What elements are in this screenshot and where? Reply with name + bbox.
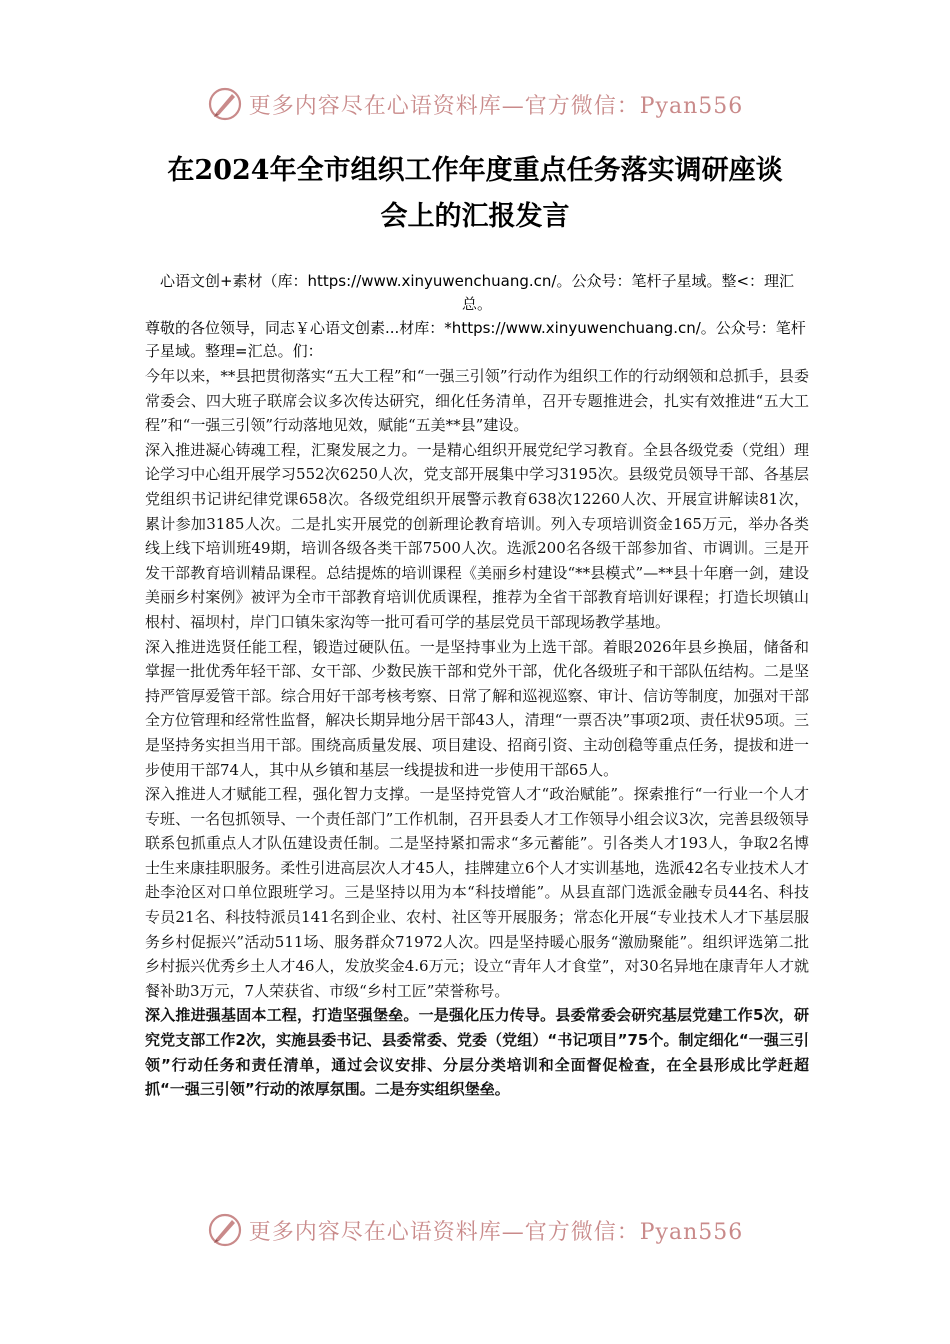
banner-text: 更多内容尽在心语资料库—官方微信：Pyan556 xyxy=(248,93,744,119)
paragraph-intro: 今年以来，**县把贯彻落实“五大工程”和“一强三引领”行动作为组织工作的行动纲领和总抓手，县委常委会、四大班子联席会议多次传达研究，细化任务清单，召开专题推进会，扎实有效推进“五大工程”和“一强三引领”行动落地见效，赋能“五美**县”建设。 xyxy=(145,367,809,435)
title-line-2: 会上的汇报发言 xyxy=(380,201,570,232)
greeting: 尊敬的各位领导，同志￥心语文创素...材库：*https://www.xinyuwenchuang.cn/。公众号：笔杆子星域。整理=汇总。们： xyxy=(145,319,806,360)
header-watermark-banner xyxy=(0,82,950,126)
pen-circle-logo-icon xyxy=(207,1212,243,1248)
pen-circle-logo-icon xyxy=(207,86,243,122)
banner-text: 更多内容尽在心语资料库—官方微信：Pyan556 xyxy=(248,1219,744,1245)
paragraph-qiangji: 深入推进强基固本工程，打造坚强堡垒。一是强化压力传导。县委常委会研究基层党建工作5次，研究党支部工作2次，实施县委书记、县委常委、党委（党组）“书记项目”75个。制定细化“一强三引领”行动任务和责任清单，通过会议安排、分层分类培训和全面督促检查，在全县形成比学赶超抓“一强三引领”行动的浓厚氛围。二是夯实组织堡垒。 xyxy=(145,1006,809,1099)
title-line-1: 在2024年全市组织工作年度重点任务落实调研座谈 xyxy=(167,155,783,186)
document-body xyxy=(145,270,809,1102)
paragraph-ningxin: 深入推进凝心铸魂工程，汇聚发展之力。一是精心组织开展党纪学习教育。全县各级党委（党组）理论学习中心组开展学习552次6250人次，党支部开展集中学习3195次。县级党员领导干部、各基层党组织书记讲纪律党课658次。各级党组织开展警示教育638次12260人次、开展宣讲解读81次，累计参加3185人次。二是扎实开展党的创新理论教育培训。列入专项培训资金165万元，举办各类线上线下培训班49期，培训各级各类干部7500人次。选派200名各级干部参加省、市调训。三是开发干部教育培训精品课程。总结提炼的培训课程《美丽乡村建设“**县模式”—**县十年磨一剑，建设美丽乡村案例》被评为全市干部教育培训优质课程，推荐为全省干部教育培训好课程；打造长坝镇山根村、福坝村，岸门口镇朱家沟等一批可看可学的基层党员干部现场教学基地。 xyxy=(145,440,809,631)
footer-watermark-banner xyxy=(0,1208,950,1252)
paragraph-rencai: 深入推进人才赋能工程，强化智力支撑。一是坚持党管人才“政治赋能”。探索推行“一行业一个人才专班、一名包抓领导、一个责任部门”工作机制，召开县委人才工作领导小组会议3次，完善县级领导联系包抓重点人才队伍建设责任制。二是坚持紧扣需求“多元蓄能”。引各类人才193人，争取2名博士生来康挂职服务。柔性引进高层次人才45人，挂牌建立6个人才实训基地，选派42名专业技术人才赴李沧区对口单位跟班学习。三是坚持以用为本“科技增能”。从县直部门选派金融专员44名、科技专员21名、科技特派员141名到企业、农村、社区等开展服务；常态化开展“专业技术人才下基层服务乡村促振兴”活动511场、服务群众71972人次。四是坚持暖心服务“激励聚能”。组织评选第二批乡村振兴优秀乡土人才46人，发放奖金4.6万元；设立“青年人才食堂”，对30名异地在康青年人才就餐补助3万元，7人荣获省、市级“乡村工匠”荣誉称号。 xyxy=(145,785,809,1000)
document-title xyxy=(120,148,830,240)
paragraph-xuanxian: 深入推进选贤任能工程，锻造过硬队伍。一是坚持事业为上选干部。着眼2026年县乡换届，储备和掌握一批优秀年轻干部、女干部、少数民族干部和党外干部，优化各级班子和干部队伍结构。二是坚持严管厚爱管干部。综合用好干部考核考察、日常了解和巡视巡察、审计、信访等制度，加强对干部全方位管理和经常性监督，解决长期异地分居干部43人，清理“一票否决”事项2项、责任状95项。三是坚持务实担当用干部。围绕高质量发展、项目建设、招商引资、主动创稳等重点任务，提拔和进一步使用干部74人，其中从乡镇和基层一线提拔和进一步使用干部65人。 xyxy=(145,637,809,779)
source-line: 心语文创+素材（库：https://www.xinyuwenchuang.cn/。公众号：笔杆子星域。整<：理汇总。 xyxy=(159,272,795,313)
